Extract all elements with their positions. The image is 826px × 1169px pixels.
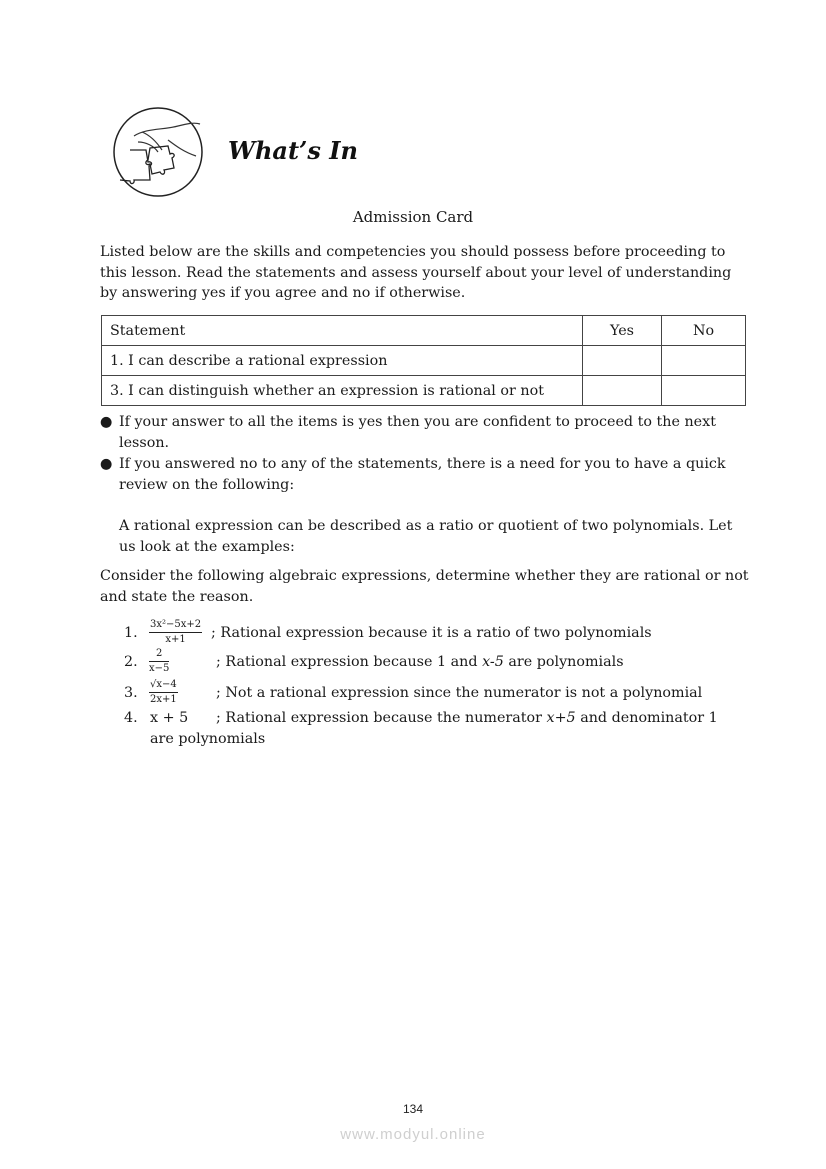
watermark: www.modyul.online — [340, 1126, 486, 1143]
consider-paragraph: Consider the following algebraic expressions, determine whether they are rational or not and state the reason. — [100, 568, 749, 605]
no-cell[interactable] — [662, 376, 746, 406]
header-no: No — [662, 316, 746, 346]
header-yes: Yes — [583, 316, 662, 346]
review-paragraph: A rational expression can be described as a ratio or quotient of two polynomials. Let us look at the examples: — [119, 518, 733, 555]
fraction: $\frac{2}{x-5}$ — [149, 648, 170, 674]
yes-cell[interactable] — [583, 376, 662, 406]
bullet-dot-icon: ● — [100, 456, 113, 472]
fraction: $\frac{\text{3x²−5x+2}}{x+1}$ — [150, 619, 202, 645]
section-title: What’s In — [228, 136, 358, 165]
intro-paragraph: Listed below are the skills and competencies you should possess before proceeding to this lesson. Read the statements and assess yourself about your level of understanding by answering yes if you agree and no if otherwise. — [100, 244, 732, 301]
bullet-item: ● If you answered no to any of the statements, there is a need for you to have a quick review on the following: — [100, 456, 726, 493]
bullet-dot-icon: ● — [100, 414, 113, 430]
header-statement: Statement — [102, 316, 583, 346]
fraction: $\frac{√x-4}{2x+1}$ — [150, 679, 177, 705]
assessment-table — [101, 315, 746, 406]
table-row — [102, 376, 746, 406]
card-title: Admission Card — [352, 208, 474, 226]
yes-cell[interactable] — [583, 346, 662, 376]
puzzle-hand-icon — [112, 106, 204, 198]
page-number: 134 — [402, 1102, 424, 1116]
table-row — [102, 346, 746, 376]
bullet-item: ● If your answer to all the items is yes then you are confident to proceed to the next lesson. — [100, 414, 716, 451]
statement-cell: 1. I can describe a rational expression — [102, 346, 583, 376]
table-header-row — [102, 316, 746, 346]
no-cell[interactable] — [662, 346, 746, 376]
statement-cell: 3. I can distinguish whether an expression is rational or not — [102, 376, 583, 406]
